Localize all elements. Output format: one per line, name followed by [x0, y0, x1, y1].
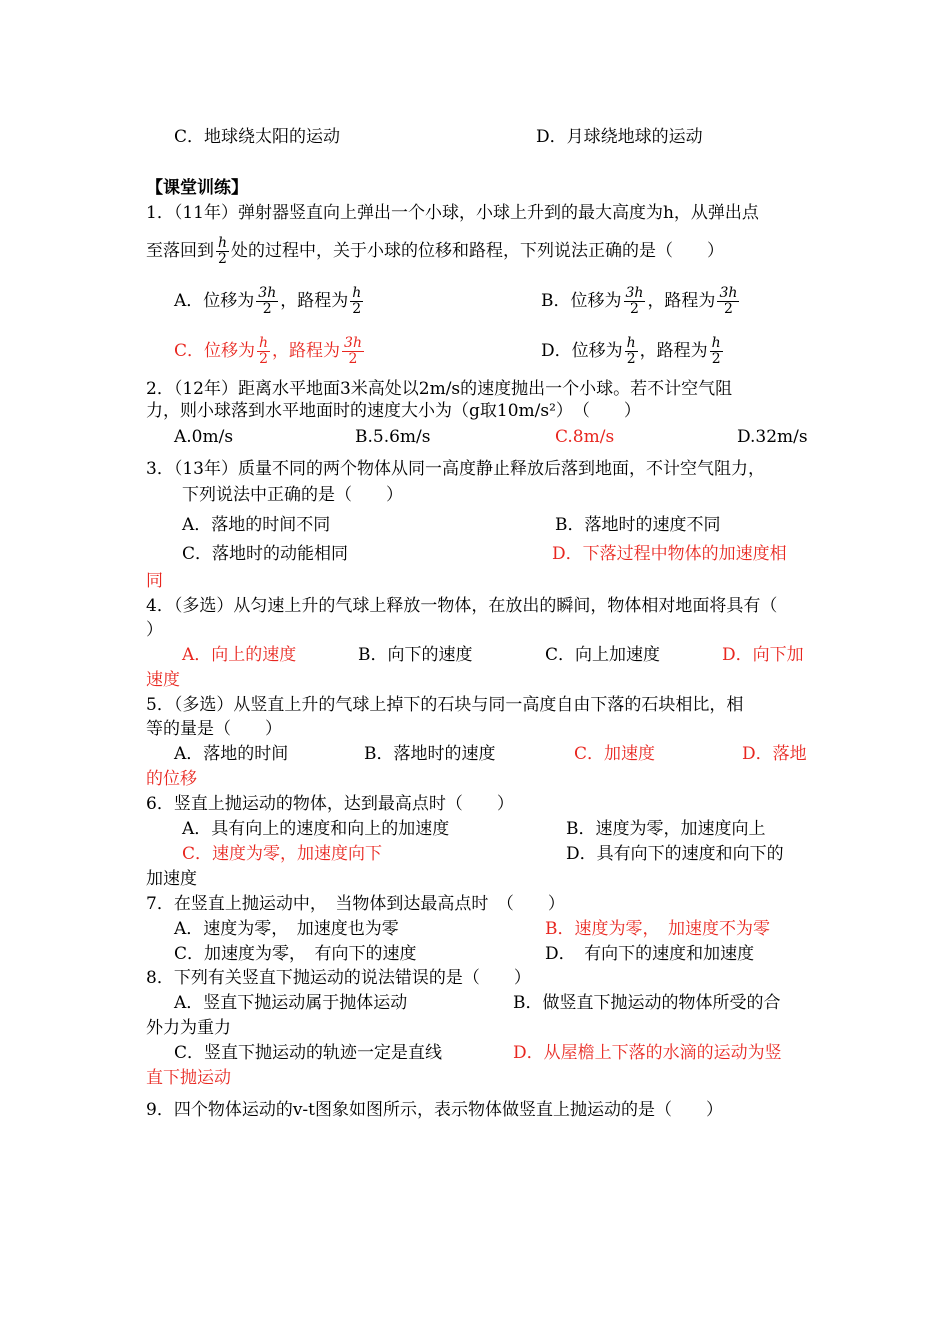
q8-option-b-cont: 外力为重力	[146, 1018, 231, 1038]
q5-option-a: A．落地的时间	[174, 744, 289, 764]
q1-stem-2-post: 处的过程中，关于小球的位移和路程，下列说法正确的是（ ）	[231, 241, 725, 261]
q8-stem: 8．下列有关竖直下抛运动的说法错误的是（ ）	[146, 968, 531, 988]
q3-option-d: D．下落过程中物体的加速度相	[552, 544, 787, 564]
q3-option-b: B．落地时的速度不同	[555, 515, 721, 535]
q3-stem-2: 下列说法中正确的是（ ）	[182, 485, 403, 505]
q3-option-c: C．落地时的动能相同	[182, 544, 349, 564]
q4-stem-2: ）	[146, 620, 163, 640]
q7-option-c: C．加速度为零， 有向下的速度	[174, 944, 417, 964]
q9-stem: 9．四个物体运动的v-t图象如图所示，表示物体做竖直上抛运动的是（ ）	[146, 1100, 723, 1120]
q1-option-b: B．位移为 $\frac{3h}{2}$ ，路程为 $\frac{3h}{2}$	[541, 285, 738, 317]
q6-option-d: D．具有向下的速度和向下的	[566, 844, 784, 864]
q2-option-a: A.0m/s	[174, 427, 234, 447]
q7-stem: 7．在竖直上抛运动中， 当物体到达最高点时 （ ）	[146, 894, 565, 914]
q4-option-d: D．向下加	[722, 645, 804, 665]
q6-stem: 6．竖直上抛运动的物体，达到最高点时（ ）	[146, 794, 514, 814]
q8-option-a: A．竖直下抛运动属于抛体运动	[174, 993, 408, 1013]
q5-option-d-cont: 的位移	[146, 769, 197, 789]
q7-option-a: A．速度为零， 加速度也为零	[174, 919, 399, 939]
q3-option-d-cont: 同	[146, 571, 163, 591]
q8-option-b: B．做竖直下抛运动的物体所受的合	[513, 993, 781, 1013]
q2-option-c: C.8m/s	[555, 427, 615, 447]
q8-option-d-cont: 直下抛运动	[146, 1068, 231, 1088]
q6-option-c: C．速度为零，加速度向下	[182, 844, 383, 864]
q6-option-d-cont: 加速度	[146, 869, 197, 889]
section-title: 【课堂训练】	[146, 178, 248, 198]
q1-stem-2	[146, 236, 724, 267]
q7-option-b: B．速度为零， 加速度不为零	[545, 919, 770, 939]
q2-option-d: D.32m/s	[737, 427, 808, 447]
q1-stem-2-pre: 至落回到	[146, 241, 214, 261]
q4-option-a: A．向上的速度	[182, 645, 297, 665]
q6-option-b: B．速度为零，加速度向上	[566, 819, 766, 839]
q8-option-c: C．竖直下抛运动的轨迹一定是直线	[174, 1043, 443, 1063]
q3-option-a: A．落地的时间不同	[182, 515, 331, 535]
q1-stem: 1．（11年）弹射器竖直向上弹出一个小球，小球上升到的最大高度为h，从弹出点	[146, 203, 759, 223]
q5-option-d: D．落地	[742, 744, 807, 764]
q4-stem: 4．（多选）从匀速上升的气球上释放一物体，在放出的瞬间，物体相对地面将具有（	[146, 596, 778, 616]
q4-option-c: C．向上加速度	[545, 645, 661, 665]
q3-stem: 3．（13年）质量不同的两个物体从同一高度静止释放后落到地面，不计空气阻力，	[146, 459, 765, 479]
q4-option-b: B．向下的速度	[358, 645, 473, 665]
option-c: C．地球绕太阳的运动	[174, 127, 341, 147]
q1-option-d: D．位移为 $\frac{h}{2}$ ，路程为 $\frac{h}{2}$	[541, 335, 721, 367]
q2-option-b: B.5.6m/s	[355, 427, 431, 447]
q8-option-d: D．从屋檐上下落的水滴的运动为竖	[513, 1043, 782, 1063]
q7-option-d: D． 有向下的速度和加速度	[545, 944, 755, 964]
q4-option-d-cont: 速度	[146, 670, 180, 690]
option-d: D．月球绕地球的运动	[536, 127, 703, 147]
q5-stem: 5．（多选）从竖直上升的气球上掉下的石块与同一高度自由下落的石块相比，相	[146, 695, 744, 715]
q6-option-a: A．具有向上的速度和向上的加速度	[182, 819, 450, 839]
fraction-h-over-2: $\frac{h}{2}$	[218, 235, 228, 267]
q5-option-b: B．落地时的速度	[364, 744, 496, 764]
q5-option-c: C．加速度	[574, 744, 656, 764]
q1-option-c: C．位移为 $\frac{h}{2}$ ，路程为 $\frac{3h}{2}$	[174, 335, 362, 367]
q2-stem: 2．（12年）距离水平地面3米高处以2m/s的速度抛出一个小球。若不计空气阻	[146, 379, 733, 399]
q5-stem-2: 等的量是（ ）	[146, 719, 282, 739]
q2-stem-2: 力，则小球落到水平地面时的速度大小为（g取10m/s²） （ ）	[146, 401, 641, 421]
q1-option-a: A．位移为 $\frac{3h}{2}$ ，路程为 $\frac{h}{2}$	[174, 285, 362, 317]
